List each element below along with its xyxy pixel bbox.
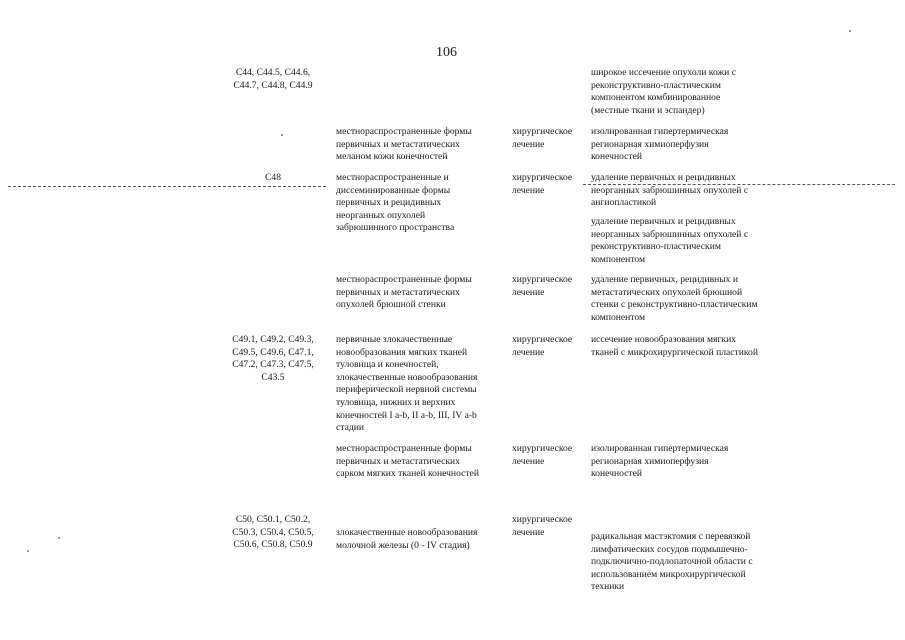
page-number: 106 bbox=[436, 45, 457, 60]
row-codes: C50, C50.1, C50.2, C50.3, C50.4, C50.5, C50.6, C50.8, C50.9 bbox=[232, 514, 314, 551]
scan-speck bbox=[849, 30, 851, 32]
row-codes: C49.1, C49.2, C49.3, C49.5, C49.6, C47.1, C47.2, C47.3, C47.5, C43.5 bbox=[232, 334, 314, 383]
scan-speck bbox=[58, 537, 60, 539]
row-method: изолированная гипертермическая регионарная химиоперфузия конечностей bbox=[591, 126, 729, 163]
row-description: местнораспространенные формы первичных и метастатических меланом кожи конечностей bbox=[336, 126, 472, 163]
row-treatment: хирургическое лечение bbox=[512, 126, 573, 150]
row-method: удаление первичных, рецидивных и метастатических опухолей брюшной стенки с реконструктивно-пластическим компонентом bbox=[591, 274, 758, 323]
scan-speck bbox=[27, 550, 29, 552]
row-method: широкое иссечение опухоли кожи с реконструктивно-пластическим компонентом комбинированное (местные ткани и эспандер) bbox=[591, 67, 736, 116]
row-codes: C48 bbox=[265, 172, 281, 183]
row-description: местнораспространенные и диссеминированные формы первичных и рецидивных неорганных опухолей забрюшинного пространства bbox=[336, 172, 455, 234]
row-method: радикальная мастэктомия с перевязкой лимфатических сосудов подмышечно- подключично-подлопаточной области с использованием микрохирургической техники bbox=[591, 531, 753, 593]
row-method: удаление первичных и рецидивных неорганных забрюшинных опухолей с ангиопластикой bbox=[591, 172, 749, 209]
row-description: первичные злокачественные новообразования мягких тканей туловища и конечностей, злокачественные новообразования периферической нервной системы туловища, нижних и верхних конечностей I a-b, II a-b, III, IV a-b стадии bbox=[336, 334, 478, 434]
row-treatment: хирургическое лечение bbox=[512, 334, 573, 358]
row-treatment: хирургическое лечение bbox=[512, 274, 573, 298]
row-treatment: хирургическое лечение bbox=[512, 514, 573, 538]
scan-rule-left bbox=[8, 186, 326, 187]
row-description: местнораспространенные формы первичных и метастатических сарком мягких тканей конечностей bbox=[336, 443, 479, 480]
row-description: местнораспространенные формы первичных и метастатических опухолей брюшной стенки bbox=[336, 274, 472, 311]
row-method: изолированная гипертермическая регионарная химиоперфузия конечностей bbox=[591, 443, 729, 480]
row-description: злокачественные новообразования молочной железы (0 - IV стадия) bbox=[336, 527, 478, 551]
row-codes: C44, C44.5, C44.6, C44.7, C44.8, C44.9 bbox=[233, 67, 313, 91]
row-method: иссечение новообразования мягких тканей с микрохирургической пластикой bbox=[591, 334, 758, 358]
scan-speck bbox=[281, 134, 283, 136]
row-treatment: хирургическое лечение bbox=[512, 172, 573, 196]
row-method-alt: удаление первичных и рецидивных неорганных забрюшинных опухолей с реконструктивно-пластическим компонентом bbox=[591, 216, 749, 265]
row-treatment: хирургическое лечение bbox=[512, 443, 573, 467]
